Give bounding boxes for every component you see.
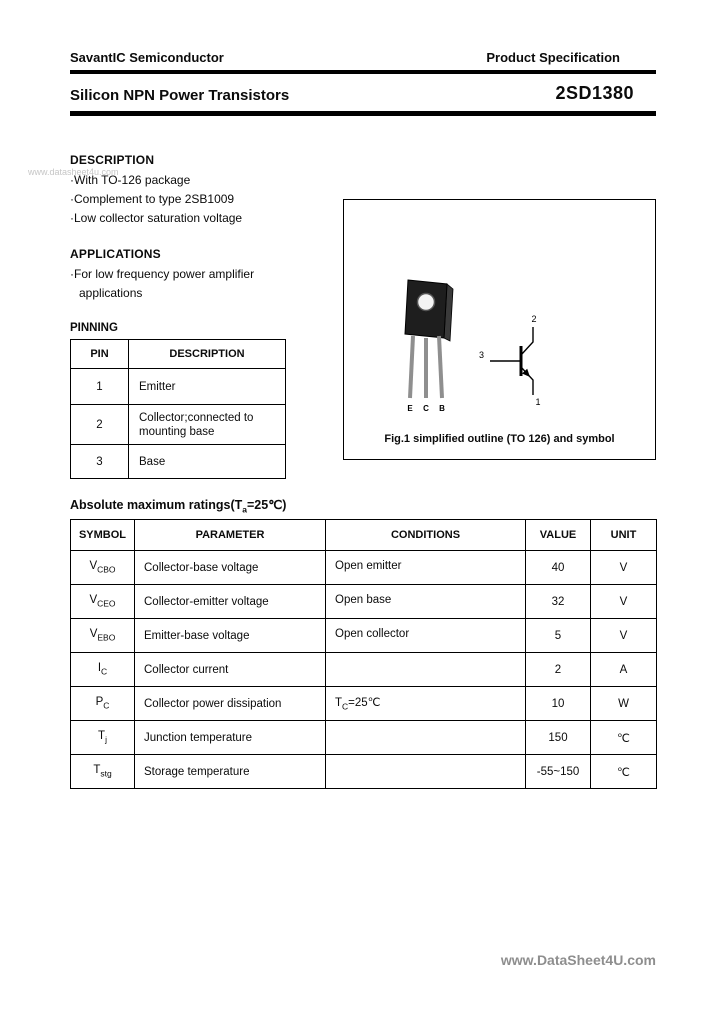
ratings-heading (70, 497, 286, 515)
value-cell: 150 (526, 721, 591, 755)
applications-list (70, 265, 254, 303)
description-heading: DESCRIPTION (70, 153, 155, 167)
pin-description: Collector;connected to mounting base (129, 405, 286, 445)
title-rule (70, 111, 656, 116)
value-cell: 10 (526, 687, 591, 721)
mounting-hole (418, 294, 435, 311)
symbol-cell: $P_C$ (71, 687, 135, 721)
pinning-table (70, 339, 286, 479)
description-column-header: DESCRIPTION (129, 340, 286, 369)
parameter-column-header: PARAMETER (135, 520, 326, 551)
watermark-text: www.datasheet4u.com (28, 167, 119, 177)
unit-cell: V (591, 585, 657, 619)
conditions-cell (326, 721, 526, 755)
table-row (71, 405, 286, 445)
ratings-heading-text: =25℃) (246, 498, 287, 512)
conditions-cell: Open emitter (326, 551, 526, 585)
package-pin-label-emitter: E (407, 404, 413, 413)
value-cell: 5 (526, 619, 591, 653)
value-cell: -55~150 (526, 755, 591, 789)
table-row (71, 653, 657, 687)
unit-cell: ℃ (591, 755, 657, 789)
table-row (71, 619, 657, 653)
parameter-cell: Junction temperature (135, 721, 326, 755)
parameter-cell: Collector-base voltage (135, 551, 326, 585)
figure-caption: Fig.1 simplified outline (TO 126) and symbol (384, 433, 615, 445)
value-column-header: VALUE (526, 520, 591, 551)
symbol-pin-label-collector: 2 (531, 314, 537, 324)
package-outline-drawing (405, 280, 453, 413)
symbol-cell: $V_{CBO}$ (71, 551, 135, 585)
conditions-cell: Open base (326, 585, 526, 619)
description-item: ·Low collector saturation voltage (70, 211, 243, 225)
unit-cell: ℃ (591, 721, 657, 755)
package-pin-label-collector: C (423, 404, 429, 413)
package-pin-label-base: B (439, 404, 445, 413)
conditions-cell (326, 755, 526, 789)
conditions-column-header: CONDITIONS (326, 520, 526, 551)
ratings-heading-sub: a (242, 504, 247, 515)
unit-cell: V (591, 551, 657, 585)
pin-number: 2 (71, 405, 129, 445)
pin-number: 3 (71, 445, 129, 479)
pin-description: Base (129, 445, 286, 479)
figure-drawing (344, 208, 655, 433)
ratings-header-row (71, 520, 657, 551)
pinning-heading: PINNING (70, 322, 118, 334)
part-number: 2SD1380 (555, 83, 634, 103)
unit-cell: A (591, 653, 657, 687)
header-rule (70, 70, 656, 74)
pin-column-header: PIN (71, 340, 129, 369)
table-row (71, 721, 657, 755)
symbol-cell: $V_{CEO}$ (71, 585, 135, 619)
unit-cell: W (591, 687, 657, 721)
symbol-cell: $T_{stg}$ (71, 755, 135, 789)
table-row (71, 585, 657, 619)
symbol-cell: $I_C$ (71, 653, 135, 687)
parameter-cell: Collector current (135, 653, 326, 687)
value-cell: 40 (526, 551, 591, 585)
symbol-cell: $V_{EBO}$ (71, 619, 135, 653)
applications-heading: APPLICATIONS (70, 247, 161, 261)
conditions-cell (326, 653, 526, 687)
company-name: SavantIC Semiconductor (70, 50, 224, 65)
table-row (71, 369, 286, 405)
pin-number: 1 (71, 369, 129, 405)
applications-item: ·For low frequency power amplifier (70, 267, 255, 281)
parameter-cell: Emitter-base voltage (135, 619, 326, 653)
unit-cell: V (591, 619, 657, 653)
unit-column-header: UNIT (591, 520, 657, 551)
conditions-cell: Open collector (326, 619, 526, 653)
table-row (71, 687, 657, 721)
table-row (71, 551, 657, 585)
table-row (71, 445, 286, 479)
parameter-cell: Storage temperature (135, 755, 326, 789)
description-item: ·With TO-126 package (70, 173, 191, 187)
pin-description: Emitter (129, 369, 286, 405)
ratings-table (70, 519, 657, 789)
parameter-cell: Collector-emitter voltage (135, 585, 326, 619)
figure-box (343, 199, 656, 460)
symbol-pin-label-emitter: 1 (535, 397, 541, 407)
parameter-cell: Collector power dissipation (135, 687, 326, 721)
pinning-header-row (71, 340, 286, 369)
symbol-cell: $T_j$ (71, 721, 135, 755)
transistor-symbol-drawing (479, 314, 541, 407)
value-cell: 2 (526, 653, 591, 687)
conditions-cell: $T_C=25℃$ (326, 687, 526, 721)
applications-item: applications (79, 286, 143, 300)
footer-url: www.DataSheet4U.com (500, 952, 656, 968)
description-list (70, 171, 242, 228)
value-cell: 32 (526, 585, 591, 619)
document-title: Silicon NPN Power Transistors (70, 87, 290, 104)
product-spec-label: Product Specification (486, 50, 620, 65)
symbol-pin-label-base: 3 (478, 350, 484, 360)
description-item: ·Complement to type 2SB1009 (70, 192, 235, 206)
ratings-heading-text: Absolute maximum ratings(T (70, 498, 243, 512)
symbol-column-header: SYMBOL (71, 520, 135, 551)
table-row (71, 755, 657, 789)
